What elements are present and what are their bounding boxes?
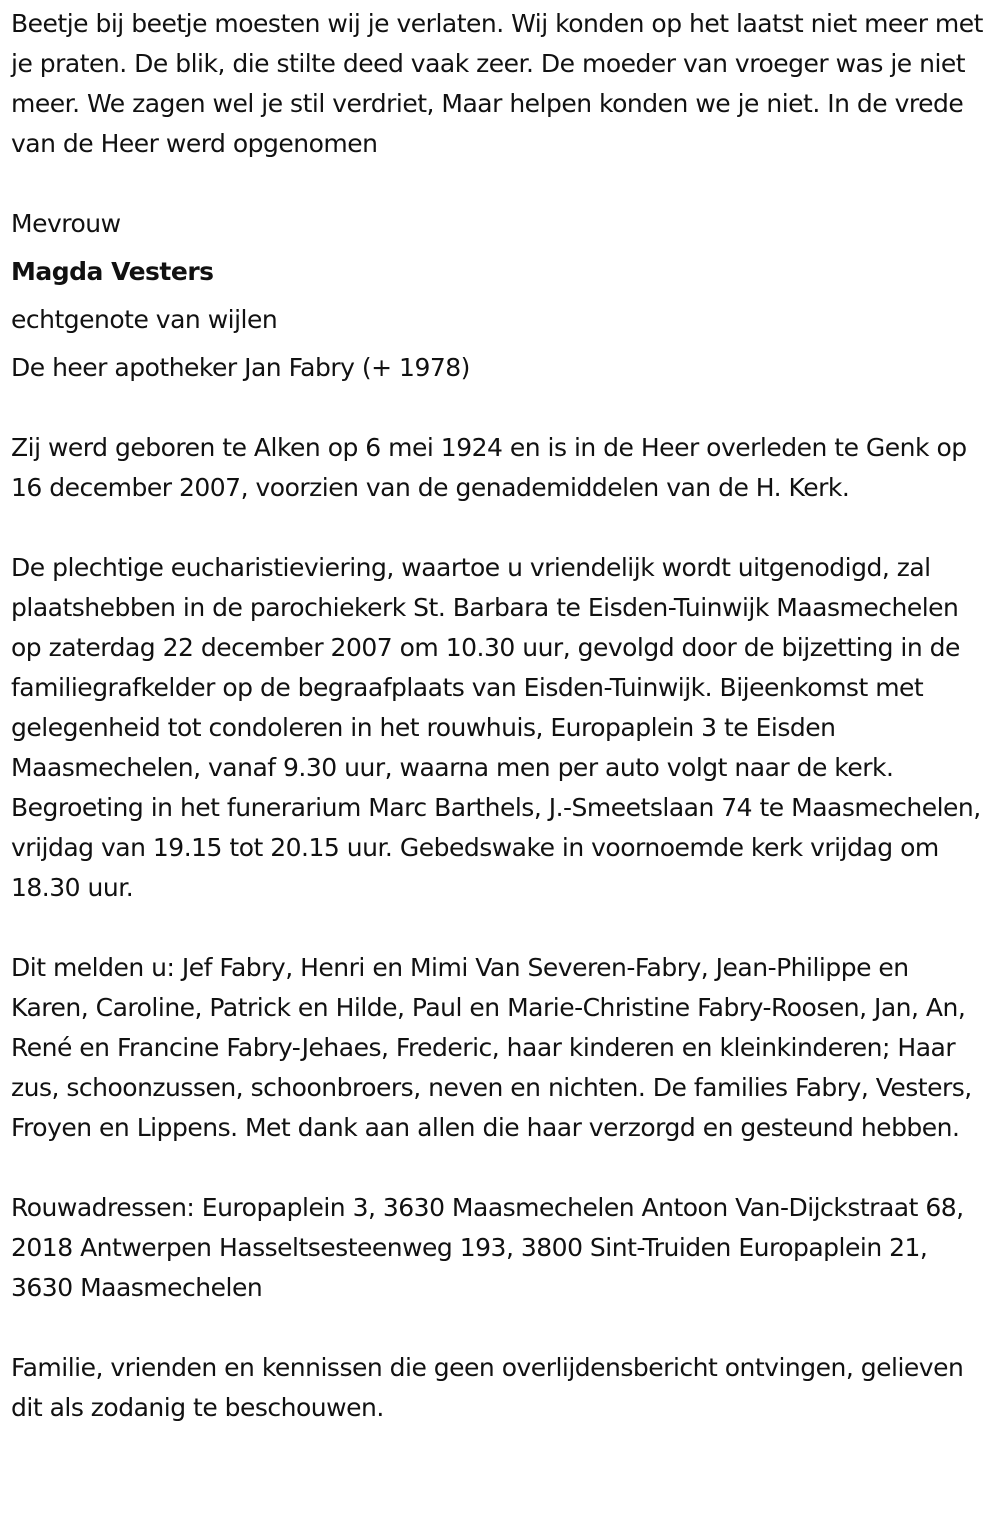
deceased-name: Magda Vesters <box>11 257 214 286</box>
closing-paragraph: Familie, vrienden en kennissen die geen overlijdensbericht ontvingen, gelieven dit als zodanig te beschouwen. <box>11 1353 964 1422</box>
deceased-block <box>11 204 991 388</box>
relation-text: echtgenote van wijlen <box>11 305 278 334</box>
ceremony-paragraph: De plechtige eucharistieviering, waartoe u vriendelijk wordt uitgenodigd, zal plaatshebben in de parochiekerk St. Barbara te Eisden-Tuinwijk Maasmechelen op zaterdag 22 december 2007 om 10.30 uur, gevolgd door de bijzetting in de familiegrafkelder op de begraafplaats van Eisden-Tuinwijk. Bijeenkomst met gelegenheid tot condoleren in het rouwhuis, Europaplein 3 te Eisden Maasmechelen, vanaf 9.30 uur, waarna men per auto volgt naar de kerk. Begroeting in het funerarium Marc Barthels, J.-Smeetslaan 74 te Maasmechelen, vrijdag van 19.15 tot 20.15 uur. Gebedswake in voornoemde kerk vrijdag om 18.30 uur. <box>11 553 981 902</box>
birth-death-paragraph: Zij werd geboren te Alken op 6 mei 1924 en is in de Heer overleden te Genk op 16 december 2007, voorzien van de genademiddelen van de H. Kerk. <box>11 433 967 502</box>
intro-paragraph: Beetje bij beetje moesten wij je verlaten. Wij konden op het laatst niet meer met je praten. De blik, die stilte deed vaak zeer. De moeder van vroeger was je niet meer. We zagen wel je stil verdriet, Maar helpen konden we je niet. In de vrede van de Heer werd opgenomen <box>11 9 983 158</box>
spouse-text: De heer apotheker Jan Fabry (+ 1978) <box>11 353 470 382</box>
addresses-paragraph: Rouwadressen: Europaplein 3, 3630 Maasmechelen Antoon Van-Dijckstraat 68, 2018 Antwerpen Hasseltsesteenweg 193, 3800 Sint-Truiden Europaplein 21, 3630 Maasmechelen <box>11 1193 964 1302</box>
announcers-paragraph: Dit melden u: Jef Fabry, Henri en Mimi Van Severen-Fabry, Jean-Philippe en Karen, Caroline, Patrick en Hilde, Paul en Marie-Christine Fabry-Roosen, Jan, An, René en Francine Fabry-Jehaes, Frederic, haar kinderen en kleinkinderen; Haar zus, schoonzussen, schoonbroers, neven en nichten. De families Fabry, Vesters, Froyen en Lippens. Met dank aan allen die haar verzorgd en gesteund hebben. <box>11 953 972 1142</box>
salutation: Mevrouw <box>11 209 121 238</box>
obituary-text <box>11 4 991 1428</box>
